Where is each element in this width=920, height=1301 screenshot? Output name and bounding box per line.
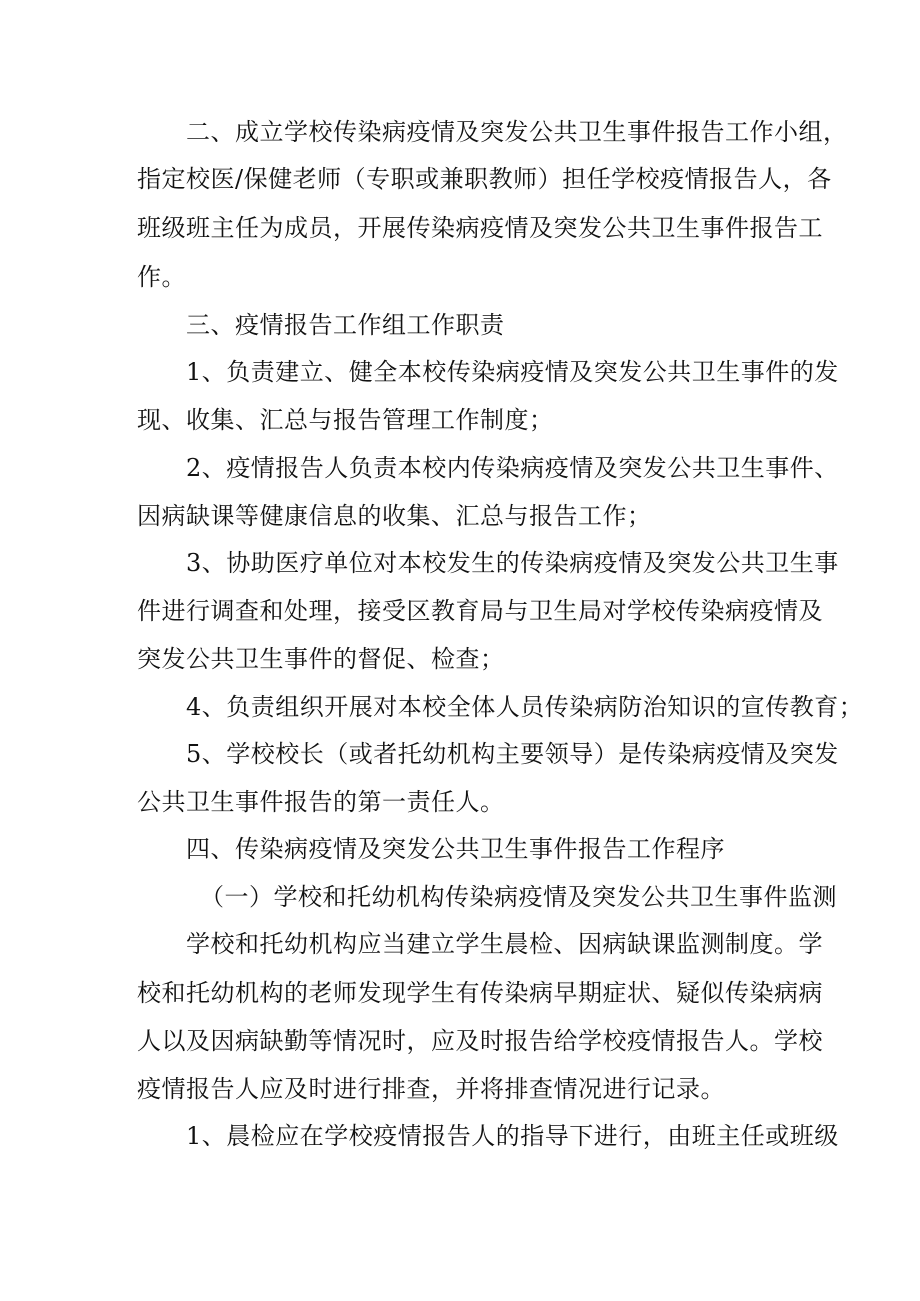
paragraph-line: 3、协助医疗单位对本校发生的传染病疫情及突发公共卫生事 [186, 549, 839, 577]
paragraph-line: 2、疫情报告人负责本校内传染病疫情及突发公共卫生事件、 [186, 454, 839, 482]
section-heading: 三、疫情报告工作组工作职责 [186, 311, 505, 339]
paragraph-line: 突发公共卫生事件的督促、检查； [137, 645, 505, 673]
paragraph-line: 校和托幼机构的老师发现学生有传染病早期症状、疑似传染病病 [137, 979, 823, 1007]
paragraph-line: 现、收集、汇总与报告管理工作制度； [137, 406, 554, 434]
paragraph-line: 因病缺课等健康信息的收集、汇总与报告工作； [137, 502, 652, 530]
paragraph-line: 作。 [137, 263, 186, 291]
paragraph-line: 4、负责组织开展对本校全体人员传染病防治知识的宣传教育； [186, 693, 864, 721]
paragraph-line: 人以及因病缺勤等情况时，应及时报告给学校疫情报告人。学校 [137, 1027, 823, 1055]
paragraph-line: 5、学校校长（或者托幼机构主要领导）是传染病疫情及突发 [186, 740, 839, 768]
paragraph-line: 指定校医/保健老师（专职或兼职教师）担任学校疫情报告人，各 [137, 165, 832, 193]
paragraph-line: 学校和托幼机构应当建立学生晨检、因病缺课监测制度。学 [186, 930, 823, 958]
paragraph-line: 件进行调查和处理，接受区教育局与卫生局对学校传染病疫情及 [137, 597, 823, 625]
paragraph-line: 班级班主任为成员，开展传染病疫情及突发公共卫生事件报告工 [137, 214, 823, 242]
paragraph-line: 二、成立学校传染病疫情及突发公共卫生事件报告工作小组， [186, 118, 848, 146]
subsection-heading: （一）学校和托幼机构传染病疫情及突发公共卫生事件监测 [200, 883, 837, 911]
paragraph-line: 疫情报告人应及时进行排查，并将排查情况进行记录。 [137, 1075, 725, 1103]
paragraph-line: 1、负责建立、健全本校传染病疫情及突发公共卫生事件的发 [186, 358, 839, 386]
paragraph-line: 公共卫生事件报告的第一责任人。 [137, 788, 505, 816]
paragraph-line: 1、晨检应在学校疫情报告人的指导下进行，由班主任或班级 [186, 1122, 839, 1150]
section-heading: 四、传染病疫情及突发公共卫生事件报告工作程序 [186, 835, 725, 863]
